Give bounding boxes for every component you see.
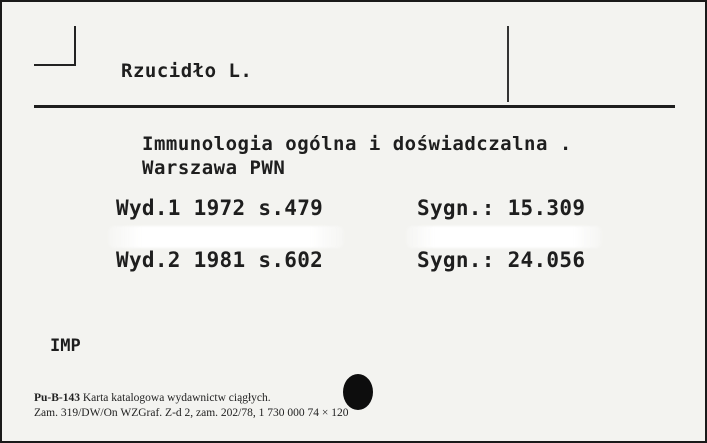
footer-code: Pu-B-143 xyxy=(34,392,80,404)
edition-1: Wyd.1 1972 s.479 xyxy=(116,196,324,220)
vertical-divider xyxy=(507,26,509,102)
signature-1: Sygn.: 15.309 xyxy=(417,196,586,220)
author-name: Rzucidło L. xyxy=(121,60,253,82)
book-title: Immunologia ogólna i doświadczalna . xyxy=(142,133,572,155)
footer-line-2: Zam. 319/DW/On WZGraf. Z-d 2, zam. 202/78, 1 730 000 74 × 120 xyxy=(34,407,349,419)
footer-description: Karta katalogowa wydawnictw ciągłych. xyxy=(82,392,271,404)
corner-mark-vertical xyxy=(74,26,76,66)
footer-line-1 xyxy=(34,392,271,404)
punch-hole xyxy=(343,374,373,410)
erased-area-left xyxy=(108,226,344,248)
signature-2: Sygn.: 24.056 xyxy=(417,248,586,272)
erased-area-right xyxy=(406,226,602,248)
header-rule xyxy=(34,105,675,108)
edition-2: Wyd.2 1981 s.602 xyxy=(116,248,324,272)
corner-mark-horizontal xyxy=(34,64,74,66)
category-mark: IMP xyxy=(50,336,81,356)
publisher: Warszawa PWN xyxy=(142,157,286,179)
